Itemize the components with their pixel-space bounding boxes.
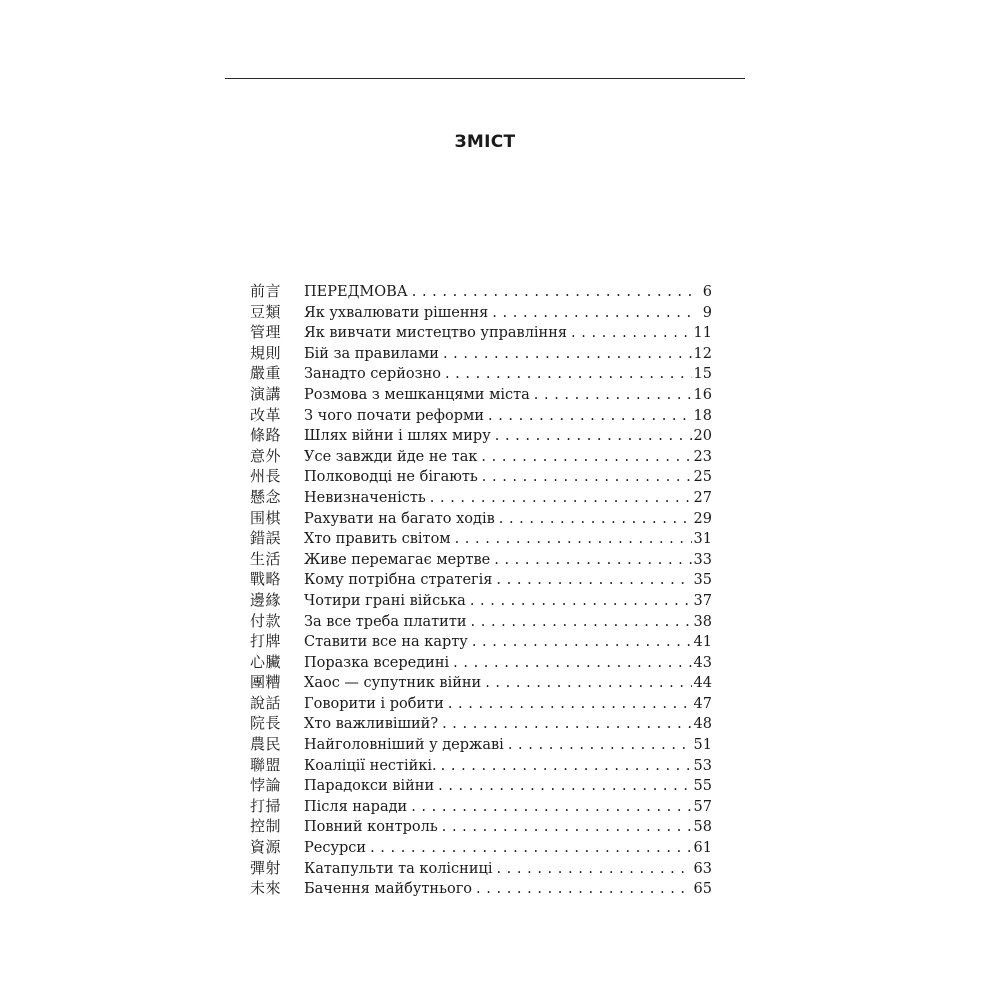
- toc-entry-leader-dots: [495, 426, 692, 447]
- toc-entry-leader-dots: [488, 406, 692, 427]
- toc-entry[interactable]: [250, 384, 712, 405]
- toc-entry[interactable]: [250, 775, 712, 796]
- toc-entry[interactable]: [250, 693, 712, 714]
- toc-entry-kanji: 說話: [250, 693, 282, 712]
- toc-entry-kanji: 打掃: [250, 796, 282, 815]
- top-rule: [225, 78, 745, 79]
- toc-entry-title: Як ухвалювати рішення: [304, 304, 489, 321]
- toc-entry-title: Як вивчати мистецтво управління: [304, 325, 568, 342]
- toc-entry[interactable]: [250, 816, 712, 837]
- toc-entry-page-number: 11: [693, 325, 712, 342]
- toc-entry[interactable]: [250, 611, 712, 632]
- table-of-contents: [250, 281, 712, 899]
- toc-entry-kanji: 围棋: [250, 508, 282, 527]
- toc-entry-title: Коаліції нестійкі.: [304, 757, 437, 774]
- toc-entry-title: Кому потрібна стратегія: [304, 572, 493, 589]
- toc-entry-leader-dots: [499, 509, 692, 530]
- toc-entry-title: За все треба платити: [304, 613, 467, 630]
- toc-entry-leader-dots: [438, 776, 691, 797]
- toc-entry[interactable]: [250, 878, 712, 899]
- toc-entry-leader-dots: [441, 756, 692, 777]
- toc-entry-kanji: 付款: [250, 611, 282, 630]
- toc-entry-leader-dots: [534, 385, 692, 406]
- toc-entry-leader-dots: [508, 735, 692, 756]
- toc-entry-page-number: 37: [693, 592, 712, 609]
- toc-entry-leader-dots: [485, 673, 691, 694]
- toc-entry-kanji: 悖論: [250, 776, 282, 795]
- toc-entry-leader-dots: [476, 879, 692, 900]
- toc-entry-page-number: 29: [693, 510, 712, 527]
- toc-entry-kanji: 農民: [250, 735, 282, 754]
- toc-entry-kanji: 邊緣: [250, 590, 282, 609]
- toc-entry-title: Парадокси війни: [304, 778, 435, 795]
- toc-entry[interactable]: [250, 466, 712, 487]
- toc-entry-title: Усе завжди йде не так: [304, 448, 478, 465]
- toc-entry-leader-dots: [443, 344, 692, 365]
- toc-entry[interactable]: [250, 405, 712, 426]
- toc-entry[interactable]: [250, 322, 712, 343]
- toc-entry-kanji: 改革: [250, 405, 282, 424]
- toc-entry-page-number: 47: [693, 695, 712, 712]
- toc-entry-title: Чотири грані війська: [304, 592, 466, 609]
- toc-entry-leader-dots: [448, 694, 692, 715]
- toc-entry[interactable]: [250, 713, 712, 734]
- toc-entry-leader-dots: [482, 467, 692, 488]
- toc-entry-kanji: 院長: [250, 714, 282, 733]
- toc-entry[interactable]: [250, 508, 712, 529]
- toc-entry-title: Говорити і робити: [304, 695, 444, 712]
- toc-entry-page-number: 12: [693, 345, 712, 362]
- toc-entry-kanji: 懸念: [250, 487, 282, 506]
- toc-entry-leader-dots: [370, 838, 691, 859]
- toc-entry-kanji: 州長: [250, 467, 282, 486]
- toc-entry-page-number: 31: [693, 531, 712, 548]
- toc-entry[interactable]: [250, 425, 712, 446]
- toc-entry-title: Розмова з мешканцями міста: [304, 386, 530, 403]
- toc-entry-page-number: 48: [693, 716, 712, 733]
- toc-entry-kanji: 未來: [250, 879, 282, 898]
- toc-entry-page-number: 27: [693, 489, 712, 506]
- toc-entry[interactable]: [250, 796, 712, 817]
- toc-entry-kanji: 彈射: [250, 858, 282, 877]
- toc-entry-kanji: 規則: [250, 343, 282, 362]
- toc-entry-leader-dots: [455, 529, 692, 550]
- toc-entry-page-number: 16: [693, 386, 712, 403]
- toc-entry[interactable]: [250, 363, 712, 384]
- toc-entry-title: Невизначеність: [304, 489, 426, 506]
- toc-entry-kanji: 控制: [250, 817, 282, 836]
- toc-entry-page-number: 9: [702, 304, 712, 321]
- toc-entry-page-number: 44: [693, 675, 712, 692]
- toc-entry-page-number: 41: [693, 634, 712, 651]
- toc-entry-kanji: 嚴重: [250, 364, 282, 383]
- toc-entry-leader-dots: [571, 323, 692, 344]
- toc-entry-page-number: 57: [693, 798, 712, 815]
- toc-entry-kanji: 心臟: [250, 652, 282, 671]
- toc-entry-title: Повний контроль: [304, 819, 438, 836]
- toc-entry-title: Занадто серйозно: [304, 366, 441, 383]
- toc-entry-leader-dots: [470, 591, 692, 612]
- toc-entry-title: Шлях війни і шлях миру: [304, 428, 491, 445]
- toc-entry-kanji: 生活: [250, 549, 282, 568]
- toc-entry[interactable]: [250, 302, 712, 323]
- toc-entry-page-number: 35: [693, 572, 712, 589]
- toc-entry[interactable]: [250, 672, 712, 693]
- toc-entry-kanji: 資源: [250, 838, 282, 857]
- toc-entry-kanji: 打牌: [250, 632, 282, 651]
- toc-entry-kanji: 聯盟: [250, 755, 282, 774]
- toc-entry-title: Хто важливіший?: [304, 716, 439, 733]
- toc-entry[interactable]: [250, 755, 712, 776]
- toc-entry-leader-dots: [411, 797, 691, 818]
- toc-entry-page-number: 55: [693, 778, 712, 795]
- toc-entry-title: Бій за правилами: [304, 345, 439, 362]
- toc-entry-leader-dots: [496, 570, 691, 591]
- toc-entry-title: Після наради: [304, 798, 408, 815]
- toc-entry-leader-dots: [472, 632, 692, 653]
- toc-entry-kanji: 團糟: [250, 673, 282, 692]
- toc-entry[interactable]: [250, 837, 712, 858]
- toc-entry-title: Поразка всередині: [304, 654, 450, 671]
- toc-entry-page-number: 65: [693, 881, 712, 898]
- toc-entry-title: Хто править світом: [304, 531, 451, 548]
- toc-entry[interactable]: [250, 631, 712, 652]
- toc-entry-page-number: 53: [693, 757, 712, 774]
- toc-entry-kanji: 錯誤: [250, 529, 282, 548]
- toc-entry-leader-dots: [494, 550, 691, 571]
- toc-entry-page-number: 58: [693, 819, 712, 836]
- toc-entry-leader-dots: [471, 612, 692, 633]
- toc-entry[interactable]: [250, 281, 712, 302]
- toc-entry-title: Ресурси: [304, 840, 367, 857]
- toc-entry-title: Живе перемагає мертве: [304, 551, 491, 568]
- toc-entry-page-number: 15: [693, 366, 712, 383]
- toc-entry-kanji: 戰略: [250, 570, 282, 589]
- toc-entry-page-number: 33: [693, 551, 712, 568]
- toc-entry-kanji: 前言: [250, 282, 282, 300]
- toc-entry-title: ПЕРЕДМОВА: [304, 284, 408, 300]
- toc-entry-leader-dots: [412, 282, 696, 303]
- toc-entry-page-number: 51: [693, 737, 712, 754]
- toc-entry-page-number: 18: [693, 407, 712, 424]
- toc-entry-page-number: 61: [693, 840, 712, 857]
- toc-entry-leader-dots: [496, 859, 691, 880]
- toc-entry[interactable]: [250, 549, 712, 570]
- toc-entry[interactable]: [250, 858, 712, 879]
- toc-entry-title: Найголовніший у державі: [304, 737, 504, 754]
- toc-entry[interactable]: [250, 487, 712, 508]
- toc-entry[interactable]: [250, 528, 712, 549]
- toc-entry-title: Ставити все на карту: [304, 634, 468, 651]
- toc-entry-kanji: 意外: [250, 446, 282, 465]
- toc-entry-leader-dots: [481, 447, 691, 468]
- page-title: ЗМІСТ: [454, 132, 516, 152]
- toc-entry-kanji: 豆類: [250, 302, 282, 321]
- toc-entry-page-number: 38: [693, 613, 712, 630]
- toc-entry[interactable]: [250, 343, 712, 364]
- toc-entry-title: Бачення майбутнього: [304, 881, 473, 898]
- toc-entry-page-number: 23: [693, 448, 712, 465]
- toc-entry-page-number: 20: [693, 428, 712, 445]
- toc-entry-leader-dots: [492, 303, 696, 324]
- toc-entry-leader-dots: [430, 488, 692, 509]
- toc-entry-leader-dots: [442, 714, 691, 735]
- toc-entry-leader-dots: [442, 817, 692, 838]
- toc-entry-page-number: 6: [702, 284, 712, 300]
- toc-entry-title: Рахувати на багато ходів: [304, 510, 495, 527]
- toc-entry[interactable]: [250, 569, 712, 590]
- toc-entry[interactable]: [250, 734, 712, 755]
- toc-entry-kanji: 演講: [250, 384, 282, 403]
- toc-entry-leader-dots: [453, 653, 691, 674]
- toc-entry-title: Хаос — супутник війни: [304, 675, 482, 692]
- toc-entry-page-number: 43: [693, 654, 712, 671]
- toc-entry-kanji: 條路: [250, 426, 282, 445]
- toc-entry-page-number: 63: [693, 860, 712, 877]
- toc-entry[interactable]: [250, 446, 712, 467]
- toc-entry-title: Полководці не бігають: [304, 469, 478, 486]
- toc-entry[interactable]: [250, 652, 712, 673]
- toc-entry-kanji: 管理: [250, 323, 282, 342]
- toc-entry-title: Катапульти та колісниці: [304, 860, 493, 877]
- toc-entry-page-number: 25: [693, 469, 712, 486]
- toc-entry[interactable]: [250, 590, 712, 611]
- toc-entry-title: З чого почати реформи: [304, 407, 484, 424]
- toc-entry-leader-dots: [445, 364, 692, 385]
